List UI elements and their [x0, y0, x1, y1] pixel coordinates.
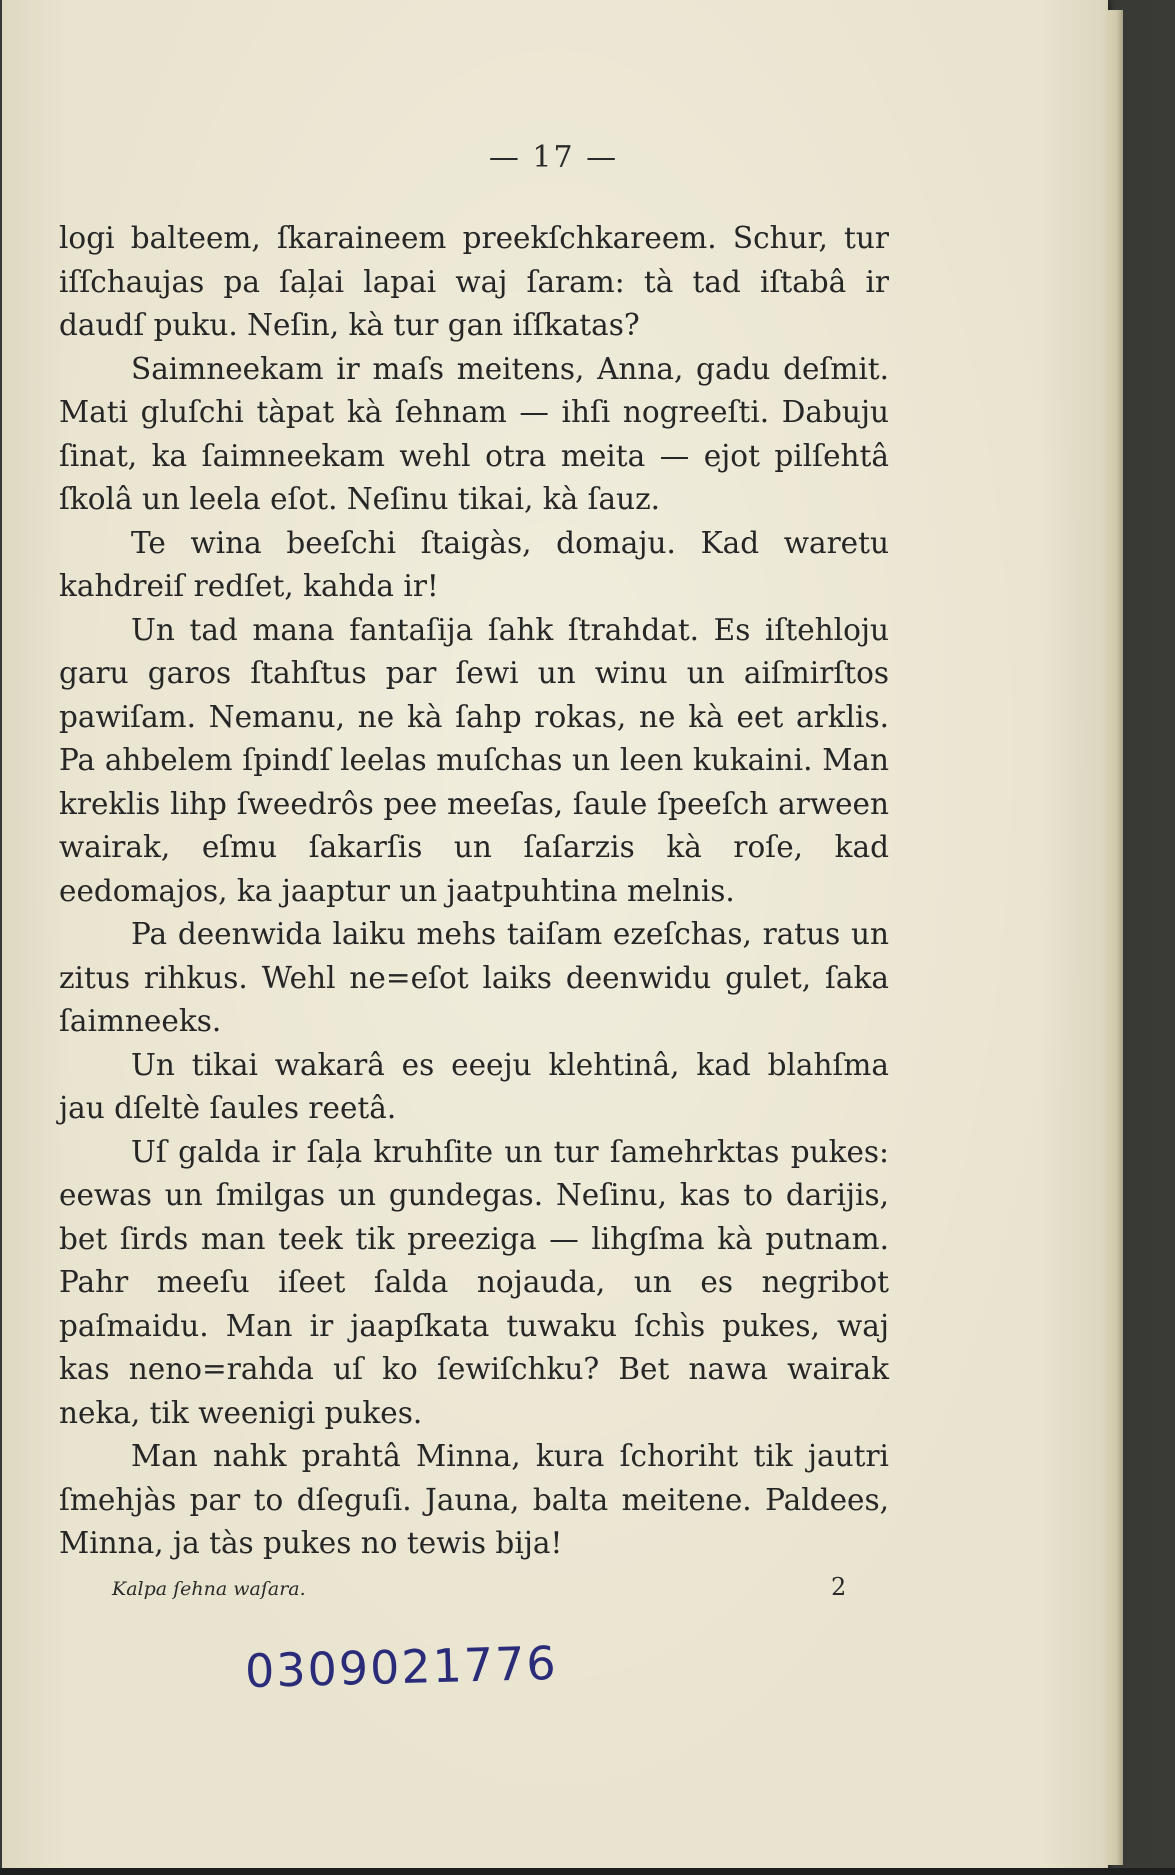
body-text — [59, 217, 889, 1566]
scan-bottom-edge — [0, 1868, 1175, 1875]
paragraph: Pa deenwida laiku mehs taiſam ezeſchas, ratus un zitus rihkus. Wehl ne=eſot laiks deenwidu gulet, ſaka ſaimneeks. — [59, 917, 889, 1038]
footer-signature-mark: 2 — [831, 1573, 847, 1601]
paragraph: Un tad mana fantaſija ſahk ſtrahdat. Es iſtehloju garu garos ſtahſtus par ſewi un winu un aiſmirſtos pawiſam. Nemanu, ne kà ſahp rokas, ne kà eet arklis. Pa ahbelem ſpindſ leelas muſchas un leen kukaini. Man kreklis lihp ſweedrôs pee meeſas, ſaule ſpeeſch arween wairak, eſmu ſakarſis un ſaſarzis kà roſe, kad eedomajos, ka jaaptur un jaatpuhtina melnis. — [59, 612, 889, 908]
paragraph: Man nahk prahtâ Minna, kura ſchoriht tik jautri ſmehjàs par to dſeguſi. Jauna, balta meitene. Paldees, Minna, ja tàs pukes no tewis bija! — [59, 1439, 889, 1560]
paragraph: Saimneekam ir maſs meitens, Anna, gadu deſmit. Mati gluſchi tàpat kà ſehnam — ihſi nogreeſti. Dabuju ſinat, ka ſaimneekam wehl otra meita — ejot pilſehtâ ſkolâ un leela eſot. Neſinu tikai, kà ſauz. — [59, 351, 889, 516]
book-page — [2, 0, 1108, 1868]
inventory-stamp: 0309021776 — [244, 1635, 559, 1699]
paragraph: Uſ galda ir ſaļa kruhſite un tur ſamehrktas pukes: eewas un ſmilgas un gundegas. Neſinu, kas to darijis, bet ſirds man teek tik preeziga — lihgſma kà putnam. Pahr meeſu iſeet ſalda nojauda, un es negribot paſmaidu. Man ir jaapſkata tuwaku ſchìs pukes, waj kas neno=rahda uſ ko ſewiſchku? Bet nawa wairak neka, tik weenigi pukes. — [59, 1134, 889, 1430]
paragraph: Un tikai wakarâ es eeeju klehtinâ, kad blahſma jau dſeltè ſaules reetâ. — [59, 1047, 889, 1125]
paragraph: Te wina beeſchi ſtaigàs, domaju. Kad waretu kahdreiſ redſet, kahda ir! — [59, 525, 889, 603]
page-number: — 17 — — [488, 140, 619, 175]
page-edge — [1107, 10, 1123, 1865]
paragraph: logi balteem, ſkaraineem preekſchkareem. Schur, tur iſſchaujas pa ſaļai lapai waj ſaram: tà tad iſtabâ ir daudſ puku. Neſin, kà tur gan iſſkatas? — [59, 221, 889, 342]
footer-book-title: Kalpa ſehna waſara. — [112, 1578, 306, 1600]
